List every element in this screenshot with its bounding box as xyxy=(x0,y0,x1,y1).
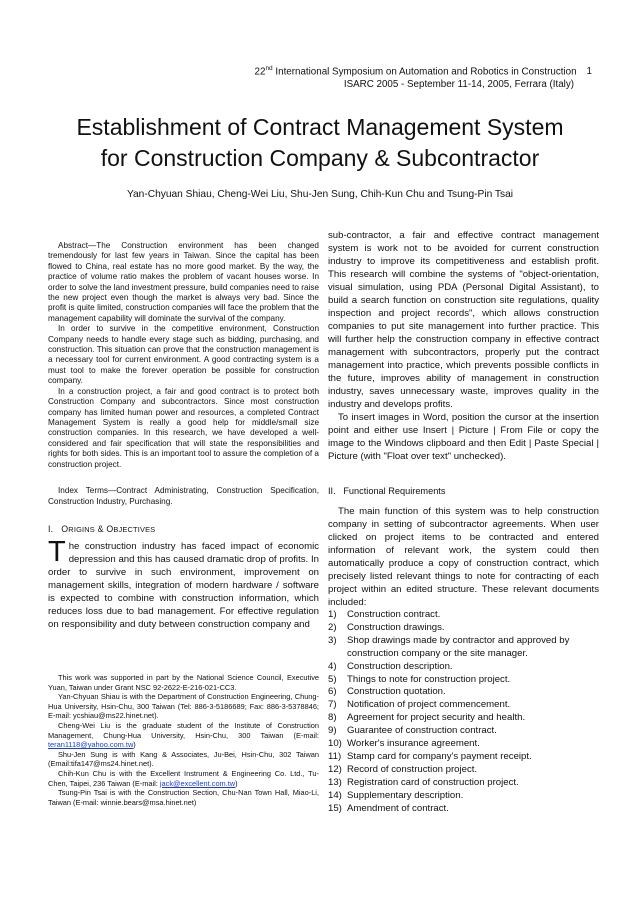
section-title-cap: O xyxy=(61,524,69,535)
running-header xyxy=(255,62,592,91)
list-item-number: 6) xyxy=(328,686,337,698)
header-line-1 xyxy=(255,62,592,78)
section-heading-2: II. Functional Requirements xyxy=(328,486,446,496)
list-item-number: 12) xyxy=(328,763,342,775)
list-item-text: Agreement for project security and health. xyxy=(347,712,526,724)
abstract-paragraph: In a construction project, a fair and good contract is to protect both Construction Company and subcontractors. Since most construction company has limited human power and resources, a completed Contract Management System is really a good help for middle/small size construction companies. In this research, we have developed a well-considered and fair specification that will state the responsibilities and rights for both sides. This is an important tool to assure the completion of a construction project. xyxy=(48,386,319,469)
footnotes xyxy=(48,673,319,807)
footnote-support: This work was supported in part by the National Science Council, Executive Yuan, Taiwan under Grant NSC 92-2622-E-216-021-CC3. xyxy=(48,673,319,692)
author-list: Yan-Chyuan Shiau, Cheng-Wei Liu, Shu-Jen Sung, Chih-Kun Chu and Tsung-Pin Tsai xyxy=(126,189,514,200)
title-line-2: for Construction Company & Subcontractor xyxy=(100,145,540,171)
list-item xyxy=(328,725,599,738)
list-item xyxy=(328,661,599,674)
abstract-paragraph: In order to survive in the competitive environment, Construction Company needs to handle every stage such as bidding, purchasing, and construction. This situation can prove that the construction management is a necessary tool for current environment. A good contracting system is a must tool to make the forever operation be possible for construction company. xyxy=(48,324,319,386)
list-item xyxy=(328,699,599,712)
header-venue: ISARC 2005 - September 11-14, 2005, Ferrara (Italy) xyxy=(343,79,574,91)
list-item xyxy=(328,764,599,777)
list-item xyxy=(328,609,599,622)
section-title-cap: O xyxy=(106,524,114,535)
footnote-liu xyxy=(48,721,319,750)
list-item-text: Record of construction project. xyxy=(347,763,478,775)
list-item-number: 4) xyxy=(328,660,337,672)
email-link-liu[interactable]: teran1118@yahoo.com.tw xyxy=(48,740,134,750)
page-number: 1 xyxy=(586,66,592,78)
footnote-shiau: Yan-Chyuan Shiau is with the Department of Construction Engineering, Chung-Hua University, Hsin-Chu, 300 Taiwan (Tel: 886-3-5186689; Fax: 886-3-5378846; E-mail: ycshiau@ms22.hinet.net). xyxy=(48,692,319,721)
list-item xyxy=(328,622,599,635)
abstract xyxy=(48,241,319,470)
list-item-text: Notification of project commencement. xyxy=(347,699,511,711)
list-item xyxy=(328,803,599,816)
footnote-chu xyxy=(48,769,319,788)
list-item-number: 3) xyxy=(328,634,337,646)
index-terms: Index Terms—Contract Administrating, Construction Specification, Construction Industry, Purchasing. xyxy=(48,485,319,506)
section-heading-1 xyxy=(48,524,319,534)
document-list xyxy=(328,609,599,816)
footnote-chu-end: ) xyxy=(235,778,238,788)
list-item xyxy=(328,635,599,661)
section-number: I. xyxy=(48,524,54,535)
list-item-number: 5) xyxy=(328,673,337,685)
abstract-paragraph: Abstract—The Construction environment has been changed tremendously for last few years in Taiwan. Since the capital has been flowed to China, real estate has no more good market. By the way, the practice of volume ratio makes the problem of vacant houses worse. In order to solve the land investment pressure, build companies need to raise the new project even though the market is always very bad. Since the profit is quite limited, construction companies will face the problem that the management capability will dominate the survival of the company. xyxy=(48,241,319,323)
list-item-text: Stamp card for company's payment receipt. xyxy=(347,750,532,762)
list-item-number: 15) xyxy=(328,802,342,814)
drop-cap: T xyxy=(48,536,66,569)
list-item-number: 14) xyxy=(328,789,342,801)
header-ordinal: 22 xyxy=(254,66,266,78)
list-item-text: Construction description. xyxy=(347,660,453,672)
list-item-number: 13) xyxy=(328,776,342,788)
footnote-sung: Shu-Jen Sung is with Kang & Associates, Ju-Bei, Hsin-Chu, 302 Taiwan (Email:tifa147@ms24.hinet.net). xyxy=(48,749,319,769)
list-item xyxy=(328,790,599,803)
section-1-text: he construction industry has faced impact of economic depression and this has caused dramatic drop of profits. In order to survive in such environment, improvement on management skills, integration of modern hardware / software is expected to combine with construction information, which reduces loss due to bad management. For effective regulation on responsibility and duty between construction company and xyxy=(48,541,319,631)
header-ordinal-suffix: nd xyxy=(265,65,273,72)
section-1-paragraph xyxy=(48,536,319,631)
section-2-paragraph: The main function of this system was to help construction company in setting of subcontractor agreements. When user clicked on project items to be contracted and entered information of relevant work, the system could then automatically produce a copy of construction contract, which precisely listed relevant things to note for contracting of each project within an edited structure. These relevant documents included: xyxy=(328,506,599,608)
title-line-1: Establishment of Contract Management System xyxy=(76,114,564,140)
list-item-text: Amendment of contract. xyxy=(347,802,449,814)
continued-paragraph: sub-contractor, a fair and effective contract management system is work not to be avoided for current construction industry to improve its competitiveness and establish profit. This research will combine the systems of "object-orientation, visual simulation, using PDA (Personal Digital Assistant), to build a search function on construction site regulations, quality inspection and project records", which allows construction companies to put site management into further practice. This will further help the construction company in effective contract management with subcontractors, properly put the contract management into practice, which prevents possible conflicts in the future, improves ability of management in construction industry, saves unnecessary waste, improves quality in the industry and develops profits. xyxy=(328,230,599,410)
list-item-text: Shop drawings made by contractor and approved by construction company or the site manager. xyxy=(347,634,570,659)
list-item-text: Construction drawings. xyxy=(347,621,445,633)
list-item xyxy=(328,712,599,725)
insert-images-paragraph: To insert images in Word, position the cursor at the insertion point and either use Insert | Picture | From File or copy the image to the Windows clipboard and then Edit | Paste Special | Picture (with "Float over text" unchecked). xyxy=(328,412,599,462)
footnote-tsai: Tsung-Pin Tsai is with the Construction Section, Chu-Nan Town Hall, Miao-Li, Taiwan (E-mail: winnie.bears@msa.hinet.net) xyxy=(48,788,319,807)
list-item xyxy=(328,777,599,790)
footnote-liu-text: Cheng-Wei Liu is the graduate student of the Institute of Construction Management, Chung-Hua University, Hsin-Chu, 300 Taiwan (E-mail: xyxy=(48,720,319,740)
paper-title xyxy=(40,112,600,174)
list-item-text: Construction contract. xyxy=(347,609,441,620)
list-item xyxy=(328,738,599,751)
list-item-number: 11) xyxy=(328,750,342,762)
header-conference: International Symposium on Automation and Robotics in Construction xyxy=(272,66,577,78)
list-item-text: Registration card of construction project. xyxy=(347,776,519,788)
list-item-number: 7) xyxy=(328,699,337,711)
section-title-smallcaps: BJECTIVES xyxy=(113,525,156,535)
section-title-smallcaps: RIGINS xyxy=(68,525,95,535)
list-item-number: 10) xyxy=(328,738,342,750)
email-link-chu[interactable]: jack@excellent.com.tw xyxy=(159,778,236,788)
header-line-2 xyxy=(255,78,574,91)
list-item-number: 9) xyxy=(328,725,337,737)
footnote-chu-text: Chih-Kun Chu is with the Excellent Instrument & Engineering Co. Ltd., Tu-Chen, Taipei, 236 Taiwan (E-mail: xyxy=(48,768,319,788)
left-column xyxy=(48,241,319,631)
list-item-text: Construction quotation. xyxy=(347,686,446,698)
right-column xyxy=(328,229,599,816)
section-title-amp: & xyxy=(94,524,107,535)
list-item-text: Supplementary description. xyxy=(347,789,464,801)
section-1-body xyxy=(48,536,319,631)
list-item-text: Worker's insurance agreement. xyxy=(347,738,480,750)
list-item-number: 2) xyxy=(328,621,337,633)
list-item xyxy=(328,686,599,699)
list-item xyxy=(328,751,599,764)
footnote-liu-end: ) xyxy=(133,740,136,750)
list-item-text: Guarantee of construction contract. xyxy=(347,725,497,737)
list-item-text: Things to note for construction project. xyxy=(347,673,511,685)
list-item xyxy=(328,674,599,687)
list-item-number: 1) xyxy=(328,609,337,620)
list-item-number: 8) xyxy=(328,712,337,724)
